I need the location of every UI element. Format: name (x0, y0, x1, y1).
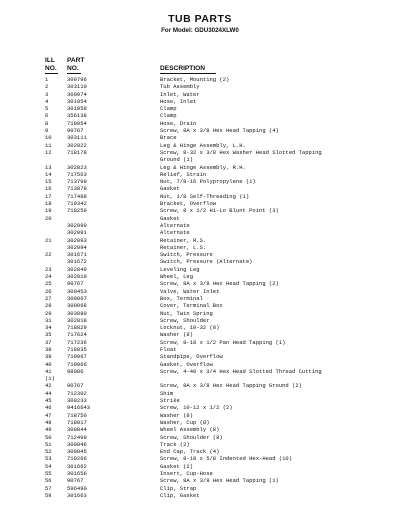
part-number-cell: 596490 (67, 484, 87, 492)
ill-number-cell: 49 (45, 426, 52, 434)
ill-number-cell: 47 (45, 411, 52, 419)
table-row (0, 222, 400, 229)
table-row (0, 324, 400, 331)
table-row (0, 112, 400, 119)
ill-number-cell: 19 (45, 207, 52, 215)
column-header-ill-line2: NO. (45, 65, 57, 72)
part-number-cell: 90767 (67, 477, 84, 485)
ill-number-cell: 15 (45, 178, 52, 186)
ill-number-cell: 12 (45, 148, 52, 156)
description-cell: Clamp (160, 112, 177, 120)
table-row (0, 127, 400, 134)
table-row (0, 237, 400, 244)
ill-number-cell: 29 (45, 309, 52, 317)
part-number-cell: 90767 (67, 382, 84, 390)
table-row (0, 419, 400, 426)
part-number-cell: 718817 (67, 418, 87, 426)
part-number-cell: 713799 (67, 178, 87, 186)
description-cell: Screw, 4-40 x 3/4 Hex Head Slotted Thread Cutting (160, 367, 322, 375)
table-row (0, 215, 400, 222)
part-number-cell: 712302 (67, 389, 87, 397)
ill-number-cell: 48 (45, 418, 52, 426)
ill-number-cell: 50 (45, 433, 52, 441)
part-number-cell: 303080 (67, 309, 87, 317)
description-cell: Shim (160, 389, 174, 397)
description-cell: Screw, Shoulder (8) (160, 433, 223, 441)
table-row (0, 470, 400, 477)
description-cell: Screw, Shoulder (160, 316, 210, 324)
ill-number-cell: 42 (45, 382, 52, 390)
ill-number-cell: 31 (45, 316, 52, 324)
part-number-cell: 302819 (67, 273, 87, 281)
description-cell: Leveling Leg (160, 265, 200, 273)
part-number-cell: 719342 (67, 200, 87, 208)
ill-number-cell: 17 (45, 192, 52, 200)
part-number-cell: 302094 (67, 243, 87, 251)
part-number-cell: 719266 (67, 455, 87, 463)
ill-number-cell: 34 (45, 324, 52, 332)
column-header-description-underline (160, 73, 216, 74)
description-cell: Locknut, 10-32 (8) (160, 324, 220, 332)
table-row (0, 200, 400, 207)
description-cell: Insert, Cup-Hose (160, 470, 213, 478)
column-header-part-line1: PART (67, 57, 85, 64)
ill-number-cell: 1 (45, 76, 49, 83)
description-cell: Wheel, Leg (160, 273, 194, 281)
description-cell: Screw, 8A x 3/8 Hex Head Tapping Ground (2) (160, 382, 302, 390)
table-row (0, 492, 400, 499)
description-cell: Retainer, L.S. (160, 243, 207, 251)
description-cell: Strike (160, 397, 180, 405)
part-number-cell: 301671 (67, 251, 87, 259)
ill-number-cell: 38 (45, 345, 52, 353)
ill-number-cell: 2 (45, 83, 49, 91)
part-number-cell: 300845 (67, 448, 87, 456)
ill-number-cell: 14 (45, 170, 52, 178)
table-row (0, 295, 400, 302)
description-cell: Bracket, Overflow (160, 200, 217, 208)
part-number-cell: 719954 (67, 119, 87, 127)
ill-number-cell: 10 (45, 134, 52, 142)
part-number-cell: 302093 (67, 236, 87, 244)
table-row (0, 375, 400, 382)
description-cell: Gasket (160, 185, 180, 193)
table-row (0, 83, 400, 90)
ill-number-cell: 13 (45, 163, 52, 171)
part-number-cell: 300453 (67, 287, 87, 295)
table-row (0, 134, 400, 141)
description-cell: Switch, Pressure (Alternate) (160, 258, 253, 266)
ill-number-cell: 24 (45, 273, 52, 281)
table-row (0, 156, 400, 163)
table-row (0, 426, 400, 433)
ill-number-cell: 3 (45, 90, 49, 98)
ill-number-cell: 11 (45, 141, 52, 149)
description-cell: Screw, 8A x 3/8 Hex Head Tapping (2) (160, 280, 279, 288)
ill-number-cell: 22 (45, 251, 52, 259)
description-cell: Track (2) (160, 440, 190, 448)
part-number-cell: 301672 (67, 258, 87, 266)
ill-number-cell: 59 (45, 491, 52, 499)
part-number-cell: 718829 (67, 324, 87, 332)
table-row (0, 98, 400, 105)
description-cell: Screw, 8A x 3/8 Hex Head Tapping (4) (160, 127, 279, 135)
ill-number-cell: 46 (45, 404, 52, 412)
part-number-cell: 301662 (67, 462, 87, 470)
ill-number-cell: 25 (45, 280, 52, 288)
part-number-cell: 718035 (67, 345, 87, 353)
part-number-cell: 90767 (67, 280, 84, 288)
table-row (0, 339, 400, 346)
part-number-cell: 718250 (67, 207, 87, 215)
table-row (0, 149, 400, 156)
part-number-cell: 300068 (67, 302, 87, 310)
table-row (0, 455, 400, 462)
ill-number-cell: 6 (45, 112, 49, 120)
description-cell: Standpipe, Overflow (160, 353, 223, 361)
table-row (0, 244, 400, 251)
table-row (0, 463, 400, 470)
table-row (0, 185, 400, 192)
part-number-cell: 301663 (67, 491, 87, 499)
part-number-cell: 303110 (67, 83, 87, 91)
table-row (0, 178, 400, 185)
ill-number-cell: 18 (45, 200, 52, 208)
description-cell: Retainer, R.S. (160, 236, 207, 244)
table-row (0, 441, 400, 448)
ill-number-cell: 28 (45, 302, 52, 310)
table-row (0, 404, 400, 411)
part-number-cell: 717624 (67, 331, 87, 339)
table-row (0, 91, 400, 98)
description-cell: Wheel Assembly (8) (160, 426, 220, 434)
table-row (0, 397, 400, 404)
part-number-cell: 301656 (67, 470, 87, 478)
table-row (0, 258, 400, 265)
description-cell: Leg & Hinge Assembly, R.H. (160, 163, 246, 171)
description-cell: Screw, 8-18 x 5/8 Indented Hex-Head (10) (160, 455, 293, 463)
ill-number-cell: 35 (45, 331, 52, 339)
table-row (0, 390, 400, 397)
part-number-cell: 303111 (67, 134, 87, 142)
part-number-cell: 302849 (67, 265, 87, 273)
part-number-cell: 300974 (67, 90, 87, 98)
ill-number-cell: 53 (45, 455, 52, 463)
table-row (0, 193, 400, 200)
table-row (0, 302, 400, 309)
description-cell: Tub Assembly (160, 83, 200, 91)
ill-number-cell: 40 (45, 360, 52, 368)
part-number-cell: 302090 (67, 221, 87, 229)
ill-number-cell: 23 (45, 265, 52, 273)
table-row (0, 251, 400, 258)
part-number-cell: 300844 (67, 426, 87, 434)
part-number-cell: 90767 (67, 127, 84, 135)
table-row (0, 434, 400, 441)
column-header-ill-line1: ILL (45, 57, 55, 64)
description-cell: Nut, 7/8-16 Polypropylene (1) (160, 178, 256, 186)
description-cell: Gasket (160, 214, 180, 222)
ill-number-cell: 39 (45, 353, 52, 361)
description-cell: Box, Terminal (160, 294, 203, 302)
description-cell: Ground (1) (160, 156, 194, 164)
description-cell: Clip, Strap (160, 484, 197, 492)
part-number-cell: 718750 (67, 411, 87, 419)
description-cell: Nut, Twin Spring (160, 309, 213, 317)
description-cell: Clamp (160, 105, 177, 113)
ill-number-cell: 52 (45, 448, 52, 456)
ill-number-cell: 57 (45, 484, 52, 492)
part-number-cell: 302091 (67, 229, 87, 237)
description-cell: Bracket, Mounting (2) (160, 76, 230, 83)
table-row (0, 142, 400, 149)
description-cell: Screw, 8A x 3/8 Hex Head Tapping (1) (160, 477, 279, 485)
ill-number-cell: 27 (45, 294, 52, 302)
description-cell: Relief, Strain (160, 170, 207, 178)
part-number-cell: 719967 (67, 353, 87, 361)
ill-number-cell: 41 (45, 367, 52, 375)
column-header-description: DESCRIPTION (160, 65, 206, 72)
ill-number-cell: 44 (45, 389, 52, 397)
column-header-part-line2: NO. (67, 65, 79, 72)
table-row (0, 317, 400, 324)
description-cell: Screw, 8-32 x 3/8 Hex Washer Head Slotted Tapping (160, 148, 322, 156)
table-row (0, 412, 400, 419)
part-number-cell: 717236 (67, 338, 87, 346)
description-cell: Screw, 8-18 x 1/2 Pan Head Tapping (1) (160, 338, 286, 346)
description-cell: End Cap, Track (4) (160, 448, 220, 456)
table-row (0, 76, 400, 83)
description-cell: Cover, Terminal Box (160, 302, 223, 310)
ill-number-cell: 4 (45, 97, 49, 105)
description-cell: Screw, 10-12 x 1/2 (2) (160, 404, 233, 412)
part-number-cell: 719966 (67, 360, 87, 368)
column-header-ill (45, 57, 57, 73)
description-cell: Washer (8) (160, 411, 194, 419)
part-number-cell: 301958 (67, 105, 87, 113)
part-number-cell: 713878 (67, 185, 87, 193)
part-number-cell: 717563 (67, 170, 87, 178)
description-cell: Switch, Pressure (160, 251, 213, 259)
part-number-cell: 717488 (67, 192, 87, 200)
description-cell: Leg & Hinge Assembly, L.H. (160, 141, 246, 149)
description-cell: Clip, Gasket (160, 491, 200, 499)
table-row (0, 171, 400, 178)
model-subtitle: For Model: GDU3024XLW0 (161, 27, 239, 34)
table-row (0, 266, 400, 273)
table-row (0, 346, 400, 353)
table-row (0, 120, 400, 127)
ill-number-cell: 56 (45, 477, 52, 485)
part-number-cell: 9416643 (67, 404, 91, 412)
part-number-cell: 302822 (67, 141, 87, 149)
part-number-cell: 302823 (67, 163, 87, 171)
ill-number-cell: 51 (45, 440, 52, 448)
part-number-cell: 301054 (67, 97, 87, 105)
description-cell: Valve, Water Inlet (160, 287, 220, 295)
ill-number-cell: 21 (45, 236, 52, 244)
part-number-cell: 300233 (67, 397, 87, 405)
table-row (0, 382, 400, 389)
ill-number-cell: (1) (45, 375, 55, 383)
description-cell: Nut, 1/8 Self-Threading (1) (160, 192, 250, 200)
description-cell: Brace (160, 134, 177, 142)
ill-number-cell: 55 (45, 470, 52, 478)
part-number-cell: 300846 (67, 440, 87, 448)
table-row (0, 368, 400, 375)
part-number-cell: 300796 (67, 76, 87, 83)
page-title: TUB PARTS (168, 13, 232, 25)
table-row (0, 273, 400, 280)
ill-number-cell: 54 (45, 462, 52, 470)
table-row (0, 353, 400, 360)
column-header-part-underline (67, 73, 81, 74)
column-header-ill-underline (45, 73, 58, 74)
part-number-cell: 712499 (67, 433, 87, 441)
table-row (0, 229, 400, 236)
ill-number-cell: 5 (45, 105, 49, 113)
description-cell: Gasket, Overflow (160, 360, 213, 368)
parts-table (0, 76, 400, 499)
description-cell: Hose, Inlet (160, 97, 197, 105)
description-cell: Screw, 8 x 1/2 Hi-Lo Blunt Point (3) (160, 207, 279, 215)
table-row (0, 288, 400, 295)
description-cell: Gasket (2) (160, 462, 194, 470)
table-row (0, 361, 400, 368)
ill-number-cell: 16 (45, 185, 52, 193)
description-cell: Inlet, Water (160, 90, 200, 98)
description-cell: Alternate (160, 229, 190, 237)
description-cell: Alternate (160, 221, 190, 229)
ill-number-cell: 20 (45, 214, 52, 222)
table-row (0, 485, 400, 492)
table-row (0, 105, 400, 112)
ill-number-cell: 9 (45, 127, 49, 135)
description-cell: Washer, Cup (8) (160, 418, 210, 426)
part-number-cell: 302818 (67, 316, 87, 324)
part-number-cell: 300067 (67, 294, 87, 302)
description-cell: Hose, Drain (160, 119, 197, 127)
table-row (0, 448, 400, 455)
column-header-part (67, 57, 84, 73)
description-cell: Washer (8) (160, 331, 194, 339)
table-row (0, 164, 400, 171)
table-row (0, 331, 400, 338)
table-row (0, 280, 400, 287)
table-row (0, 310, 400, 317)
table-row (0, 477, 400, 484)
ill-number-cell: 37 (45, 338, 52, 346)
ill-number-cell: 26 (45, 287, 52, 295)
part-number-cell: 98086 (67, 367, 84, 375)
ill-number-cell: 8 (45, 119, 49, 127)
table-row (0, 207, 400, 214)
part-number-cell: 356138 (67, 112, 87, 120)
ill-number-cell: 45 (45, 397, 52, 405)
description-cell: Float (160, 345, 177, 353)
part-number-cell: 718178 (67, 148, 87, 156)
